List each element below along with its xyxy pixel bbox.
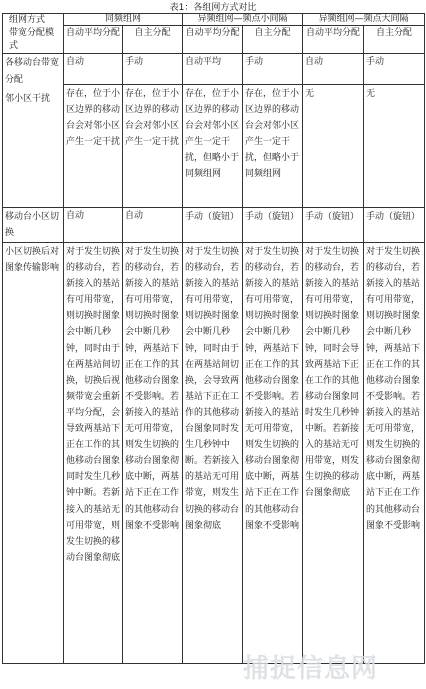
row-label: 移动台小区切换 bbox=[3, 208, 64, 243]
header-group-large-gap: 异频组网—频点大间隔 bbox=[303, 14, 425, 26]
table-cell: 手动（旋钮） bbox=[243, 208, 303, 243]
cell-text: 对于发生切换的移动台，若新接入的基站有可用带宽，则切换时图象会中断几秒钟，同时由于在两基站间切换，切换后视频带宽会重新平均分配，会导致两基站下正在工作的其他移动台图象同时发生几秒钟中断。若新接入的基站无可用带宽，则发生切换的移动台图象彻底 bbox=[66, 247, 121, 563]
cell-text: 对于发生切换的移动台，若新接入的基站有可用带宽，则切换时图象会中断几秒钟，两基站下正在工作的其他移动台图象不受影响。若新接入的基站无可用带宽，则发生切换的移动台图象彻底中断，两基站下正在工作的其他移动台图象不受影响 bbox=[245, 247, 300, 531]
table-cell: 手动（旋钮） bbox=[183, 208, 243, 243]
header-sub: 自动平均分配 bbox=[303, 26, 364, 54]
table-row-handover bbox=[3, 208, 425, 243]
header-group-same-freq: 同频组网 bbox=[64, 14, 183, 26]
table-cell: 自动平均 bbox=[183, 54, 243, 85]
table-cell bbox=[183, 243, 243, 664]
table-cell: 手动 bbox=[243, 54, 303, 85]
header-row-sub bbox=[3, 26, 425, 54]
table-cell: 手动 bbox=[364, 54, 425, 85]
table-row-interference bbox=[3, 85, 425, 208]
cell-text: 对于发生切换的移动台，若新接入的基站有可用带宽，则切换时图象会中断几秒钟，两基站下正在工作的其他移动台图象不受影响。若新接入的基站无可用带宽，则发生切换的移动台图象彻底中断，两基站下正在工作的其他移动台图象不受影响 bbox=[366, 247, 421, 531]
table-cell: 自动 bbox=[303, 54, 364, 85]
table-cell: 无 bbox=[303, 85, 364, 208]
header-group-small-gap: 异频组网—频点小间隔 bbox=[183, 14, 303, 26]
header-sub: 自主分配 bbox=[364, 26, 425, 54]
table-cell: 自动 bbox=[64, 208, 123, 243]
table-cell: 无 bbox=[364, 85, 425, 208]
table-cell: 自动 bbox=[64, 54, 123, 85]
table-row-bandwidth bbox=[3, 54, 425, 85]
table-cell: 存在，位于小区边界的移动台会对邻小区产生一定干扰 bbox=[64, 85, 123, 208]
table-cell bbox=[64, 243, 123, 664]
watermark: 捕捉信息网 bbox=[243, 654, 379, 684]
header-sub: 自动平均分配 bbox=[183, 26, 243, 54]
table-cell bbox=[123, 243, 183, 664]
table-cell: 存在，位于小区边界的移动台会对邻小区产生一定干扰，但略小于同频组网 bbox=[243, 85, 303, 208]
row-label-part: 各移动台带宽分配 bbox=[5, 58, 60, 85]
cell-text: 对于发生切换的移动台，若新接入的基站有可用带宽，则切换时图象会中断几秒钟，两基站下正在工作的其他移动台图象不受影响。若新接入的基站无可用带宽，则发生切换的移动台图象彻底中断，两基站下正在工作的其他移动台图象不受影响 bbox=[125, 247, 180, 531]
header-sub: 自主分配 bbox=[243, 26, 303, 54]
table-cell: 存在，位于小区边界的移动台会对邻小区产生一定干扰，但略小于同频组网 bbox=[183, 85, 243, 208]
table-row-impact bbox=[3, 243, 425, 664]
table-cell: 手动 bbox=[123, 54, 183, 85]
table-cell bbox=[364, 243, 425, 664]
table-cell bbox=[303, 243, 364, 664]
header-row-groups bbox=[3, 14, 425, 26]
table-cell: 手动（旋钮） bbox=[303, 208, 364, 243]
table-cell: 自动 bbox=[123, 208, 183, 243]
header-sub: 自主分配 bbox=[123, 26, 183, 54]
cell-text: 对于发生切换的移动台，若新接入的基站有可用带宽，则切换时图象会中断几秒钟，同时会导致两基站下正在工作的其他移动台图象同时发生几秒钟中断。若新接入的基站无可用带宽，则发生切换的移动台图象彻底 bbox=[305, 247, 360, 499]
table-caption: 表1：各组网方式对比 bbox=[169, 3, 257, 13]
table-cell bbox=[243, 243, 303, 664]
comparison-table bbox=[2, 13, 425, 664]
table-cell: 手动（旋钮） bbox=[364, 208, 425, 243]
header-mode-label: 组网方式 带宽分配模式 bbox=[3, 14, 64, 54]
table-cell: 存在，位于小区边界的移动台会对邻小区产生一定干扰 bbox=[123, 85, 183, 208]
row-label-part: 邻小区干扰 bbox=[5, 94, 51, 104]
header-sub: 自动平均分配 bbox=[64, 26, 123, 54]
row-label: 小区切换后对图象传输影响 bbox=[3, 243, 64, 664]
cell-text: 对于发生切换的移动台，若新接入的基站有可用带宽，则切换时图象会中断几秒钟，同时由于在两基站间切换，会导致两基站下正在工作的其他移动台图象同时发生几秒钟中断。若新接入的基站无可用带宽，则发生切换的移动台图象彻底 bbox=[185, 247, 240, 531]
row-label bbox=[3, 54, 64, 208]
